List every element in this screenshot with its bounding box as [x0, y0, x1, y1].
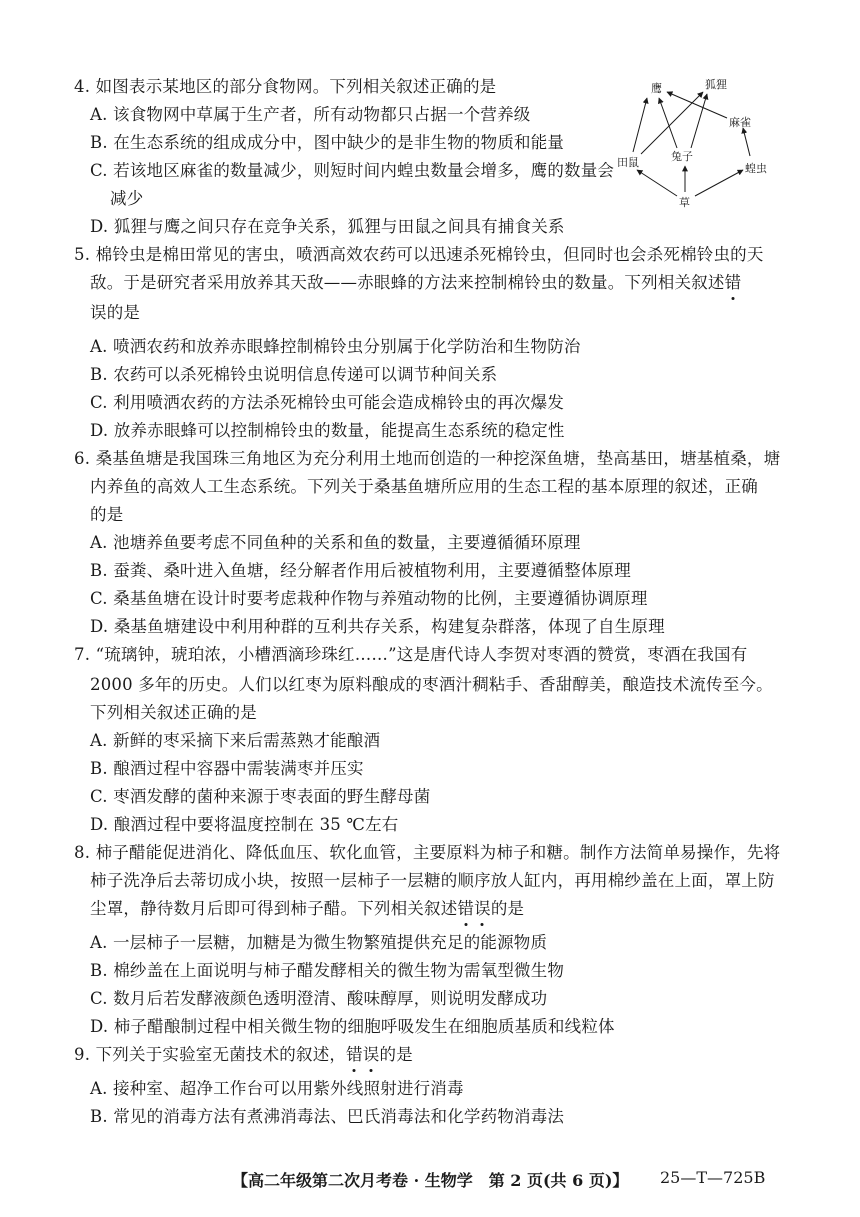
q6-option-c: C. 桑基鱼塘在设计时要考虑栽种作物与养殖动物的比例，主要遵循协调原理	[90, 589, 648, 608]
q9-option-b: B. 常见的消毒方法有煮沸消毒法、巴氏消毒法和化学药物消毒法	[90, 1107, 565, 1126]
q8-stem-3	[90, 898, 524, 920]
q8-stem-3-text: 尘罩，静待数月后即可得到柿子醋。下列相关叙述	[90, 899, 458, 918]
q5-option-b: B. 农药可以杀死棉铃虫说明信息传递可以调节种间关系	[90, 365, 498, 384]
q5-option-a: A. 喷洒农药和放养赤眼蜂控制棉铃虫分别属于化学防治和生物防治	[90, 337, 581, 356]
q9-stem-tail: 的是	[379, 1045, 413, 1064]
node-sparrow: 麻雀	[729, 116, 751, 129]
food-web-arrows	[633, 92, 750, 196]
q5-stem-2	[90, 272, 741, 294]
q4-stem: 4. 如图表示某地区的部分食物网。下列相关叙述正确的是	[74, 77, 497, 96]
food-web-diagram	[615, 74, 790, 212]
page-footer-title: 【高二年级第二次月考卷 · 生物学 第 2 页(共 6 页)】	[232, 1171, 629, 1190]
q4-option-c: C. 若该地区麻雀的数量减少，则短时间内蝗虫数量会增多，鹰的数量会	[90, 161, 615, 180]
q5-option-c: C. 利用喷洒农药的方法杀死棉铃虫可能会造成棉铃虫的再次爆发	[90, 393, 565, 412]
q8-stem-tail: 的是	[490, 899, 525, 918]
q7-option-a: A. 新鲜的枣采摘下来后需蒸熟才能酿酒	[90, 731, 381, 750]
node-eagle: 鹰	[651, 82, 662, 95]
arrow-mouse-fox	[641, 92, 703, 154]
q6-option-b: B. 蚕粪、桑叶进入鱼塘，经分解者作用后被植物利用，主要遵循整体原理	[90, 561, 631, 580]
arrow-sparrow-eagle	[667, 92, 727, 118]
q7-stem-2: 2000 多年的历史。人们以红枣为原料酿成的枣酒汁稠粘手、香甜醇美，酿造技术流传至今。	[90, 675, 773, 694]
q4-option-b: B. 在生态系统的组成成分中，图中缺少的是非生物的物质和能量	[90, 133, 565, 152]
q9-option-a: A. 接种室、超净工作台可以用紫外线照射进行消毒	[90, 1079, 464, 1098]
q8-option-b: B. 棉纱盖在上面说明与柿子醋发酵相关的微生物为需氧型微生物	[90, 961, 565, 980]
q7-option-c: C. 枣酒发酵的菌种来源于枣表面的野生酵母菌	[90, 787, 431, 806]
page-footer-code: 25—T—725B	[660, 1168, 766, 1187]
q8-emphasis-char-1: 错	[457, 899, 475, 918]
q8-stem-1: 8. 柿子醋能促进消化、降低血压、软化血管，主要原料为柿子和糖。制作方法简单易操作，先将	[74, 843, 781, 862]
q7-stem-3: 下列相关叙述正确的是	[90, 703, 257, 722]
q6-stem-1: 6. 桑基鱼塘是我国珠三角地区为充分利用土地而创造的一种挖深鱼塘，垫高基田，塘基植桑，塘	[74, 449, 781, 468]
arrow-grass-locust	[695, 170, 743, 196]
q8-option-c: C. 数月后若发酵液颜色透明澄清、酸味醇厚，则说明发酵成功	[90, 989, 548, 1008]
q4-option-c-cont: 减少	[110, 189, 144, 208]
q9-emphasis-char-1: 错	[346, 1045, 363, 1064]
q6-option-d: D. 桑基鱼塘建设中利用种群的互利共存关系，构建复杂群落，体现了自生原理	[90, 617, 665, 636]
arrow-locust-sparrow	[743, 128, 750, 156]
q7-stem-1: 7. “琉璃钟，琥珀浓，小槽酒滴珍珠红……”这是唐代诗人李贺对枣酒的赞赏，枣酒在我国有	[74, 645, 748, 664]
arrow-mouse-eagle	[633, 98, 647, 152]
q8-option-a: A. 一层柿子一层糖，加糖是为微生物繁殖提供充足的能源物质	[90, 933, 548, 952]
arrow-grass-mouse	[637, 170, 677, 196]
node-locust: 蝗虫	[745, 162, 767, 175]
q5-emphasis-char: 错	[724, 273, 742, 292]
q8-emphasis-char-2: 误	[474, 899, 491, 918]
q5-stem-3: 误的是	[90, 303, 141, 322]
node-grass: 草	[679, 196, 690, 209]
q6-stem-2: 内养鱼的高效人工生态系统。下列关于桑基鱼塘所应用的生态工程的基本原理的叙述，正确	[90, 477, 758, 496]
q5-stem-2-text: 敌。于是研究者采用放养其天敌——赤眼蜂的方法来控制棉铃虫的数量。下列相关叙述	[90, 273, 725, 292]
q7-option-b: B. 酿酒过程中容器中需装满枣并压实	[90, 759, 364, 778]
node-fox: 狐狸	[705, 78, 727, 91]
q4-option-a: A. 该食物网中草属于生产者，所有动物都只占据一个营养级	[90, 105, 531, 124]
node-field-mouse: 田鼠	[617, 156, 639, 169]
q8-stem-2: 柿子洗净后去蒂切成小块，按照一层柿子一层糖的顺序放人缸内，再用棉纱盖在上面，罩上防	[90, 871, 775, 890]
q5-option-d: D. 放养赤眼蜂可以控制棉铃虫的数量，能提高生态系统的稳定性	[90, 421, 565, 440]
q6-stem-3: 的是	[90, 505, 124, 524]
q5-stem-1: 5. 棉铃虫是棉田常见的害虫，喷洒高效农药可以迅速杀死棉铃虫，但同时也会杀死棉铃虫的天	[74, 245, 764, 264]
node-rabbit: 兔子	[671, 150, 693, 163]
q9-stem	[74, 1044, 413, 1066]
q9-stem-text: 9. 下列关于实验室无菌技术的叙述，	[74, 1045, 347, 1064]
q4-option-d: D. 狐狸与鹰之间只存在竞争关系，狐狸与田鼠之间具有捕食关系	[90, 217, 565, 236]
q7-option-d: D. 酿酒过程中要将温度控制在 35 ℃左右	[90, 815, 399, 834]
q9-emphasis-char-2: 误	[362, 1045, 380, 1064]
arrow-rabbit-eagle	[659, 98, 677, 148]
q6-option-a: A. 池塘养鱼要考虑不同鱼种的关系和鱼的数量，主要遵循循环原理	[90, 533, 581, 552]
q8-option-d: D. 柿子醋酿制过程中相关微生物的细胞呼吸发生在细胞质基质和线粒体	[90, 1017, 615, 1036]
